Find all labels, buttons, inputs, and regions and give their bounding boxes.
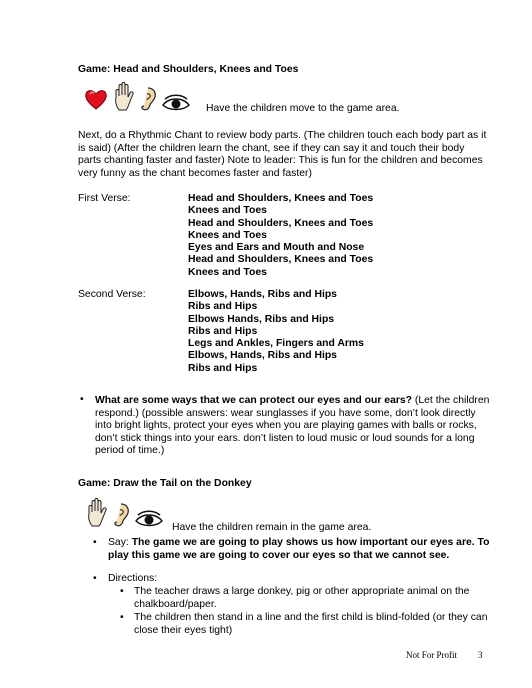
bullet-marker: • — [80, 394, 84, 405]
directions-label: Directions: — [108, 573, 158, 584]
second-verse-lines — [188, 289, 364, 375]
game-1-icon-caption: Have the children move to the game area. — [206, 103, 400, 114]
question-details: (Let the children respond.) (possible answers: wear sunglasses if you have some, don’t look directly into bright lights, protect your eyes when you are playing games with balls or rocks, don’t stick things into your ears. don’t listen to loud music or loud sounds for a long period of time.) — [95, 395, 490, 457]
bullet-marker: • — [120, 612, 124, 623]
verse-line: Ribs and Hips — [188, 362, 258, 374]
say-text: The game we are going to play shows us how important our eyes are. To play this game we are going to cover our eyes so that we cannot see. — [108, 537, 490, 561]
first-verse-lines — [188, 193, 373, 279]
bullet-marker: • — [120, 586, 124, 597]
eye-icon — [161, 94, 191, 112]
game-1-title: Game: Head and Shoulders, Knees and Toes — [78, 64, 299, 75]
bullet-marker: • — [93, 537, 97, 548]
verse-line: Head and Shoulders, Knees and Toes — [188, 217, 374, 229]
verse-line: Ribs and Hips — [188, 325, 258, 337]
verse-line: Elbows, Hands, Ribs and Hips — [188, 289, 337, 300]
verse-line: Knees and Toes — [188, 266, 267, 278]
question-bold: What are some ways that we can protect our eyes and our ears? — [95, 395, 413, 406]
verse-line: Knees and Toes — [188, 205, 267, 217]
first-verse-label: First Verse: — [78, 193, 131, 204]
direction-item: The teacher draws a large donkey, pig or other appropriate animal on the chalkboard/paper. — [134, 586, 470, 610]
game-1-instructions: Next, do a Rhythmic Chant to review body parts. (The children touch each body part as it is said) (After the children learn the chant, see if they can say it and touch their body parts chanting faster and faster) Note to leader: This is fun for the children and becomes very funny as the chant becomes faster and faster) — [78, 130, 487, 179]
verse-line: Eyes and Ears and Mouth and Nose — [188, 242, 365, 254]
verse-line: Head and Shoulders, Knees and Toes — [188, 254, 374, 266]
verse-line: Knees and Toes — [188, 229, 267, 241]
page-number: 3 — [478, 650, 483, 660]
eye-icon — [134, 510, 164, 528]
say-instruction — [108, 537, 498, 562]
verse-line: Ribs and Hips — [188, 301, 258, 313]
verse-line: Legs and Ankles, Fingers and Arms — [188, 338, 364, 350]
ear-icon — [139, 86, 157, 112]
hand-icon — [113, 82, 135, 112]
direction-item: The children then stand in a line and the first child is blind-folded (or they can close their eyes tight) — [134, 612, 488, 636]
verse-line: Elbows Hands, Ribs and Hips — [188, 313, 335, 325]
hand-icon — [86, 498, 108, 528]
ear-icon — [112, 502, 130, 528]
game-2-icon-caption: Have the children remain in the game area. — [172, 522, 372, 533]
game-2-title: Game: Draw the Tail on the Donkey — [78, 478, 252, 489]
bullet-marker: • — [93, 573, 97, 584]
heart-icon — [83, 86, 109, 112]
protection-question — [95, 395, 493, 458]
verse-line: Head and Shoulders, Knees and Toes — [188, 193, 374, 204]
second-verse-label: Second Verse: — [78, 289, 146, 300]
verse-line: Elbows, Hands, Ribs and Hips — [188, 350, 337, 362]
footer-note: Not For Profit — [406, 650, 458, 660]
game-1-icon-row — [83, 82, 191, 112]
say-label: Say: — [108, 537, 132, 548]
game-2-icon-row — [86, 498, 164, 528]
